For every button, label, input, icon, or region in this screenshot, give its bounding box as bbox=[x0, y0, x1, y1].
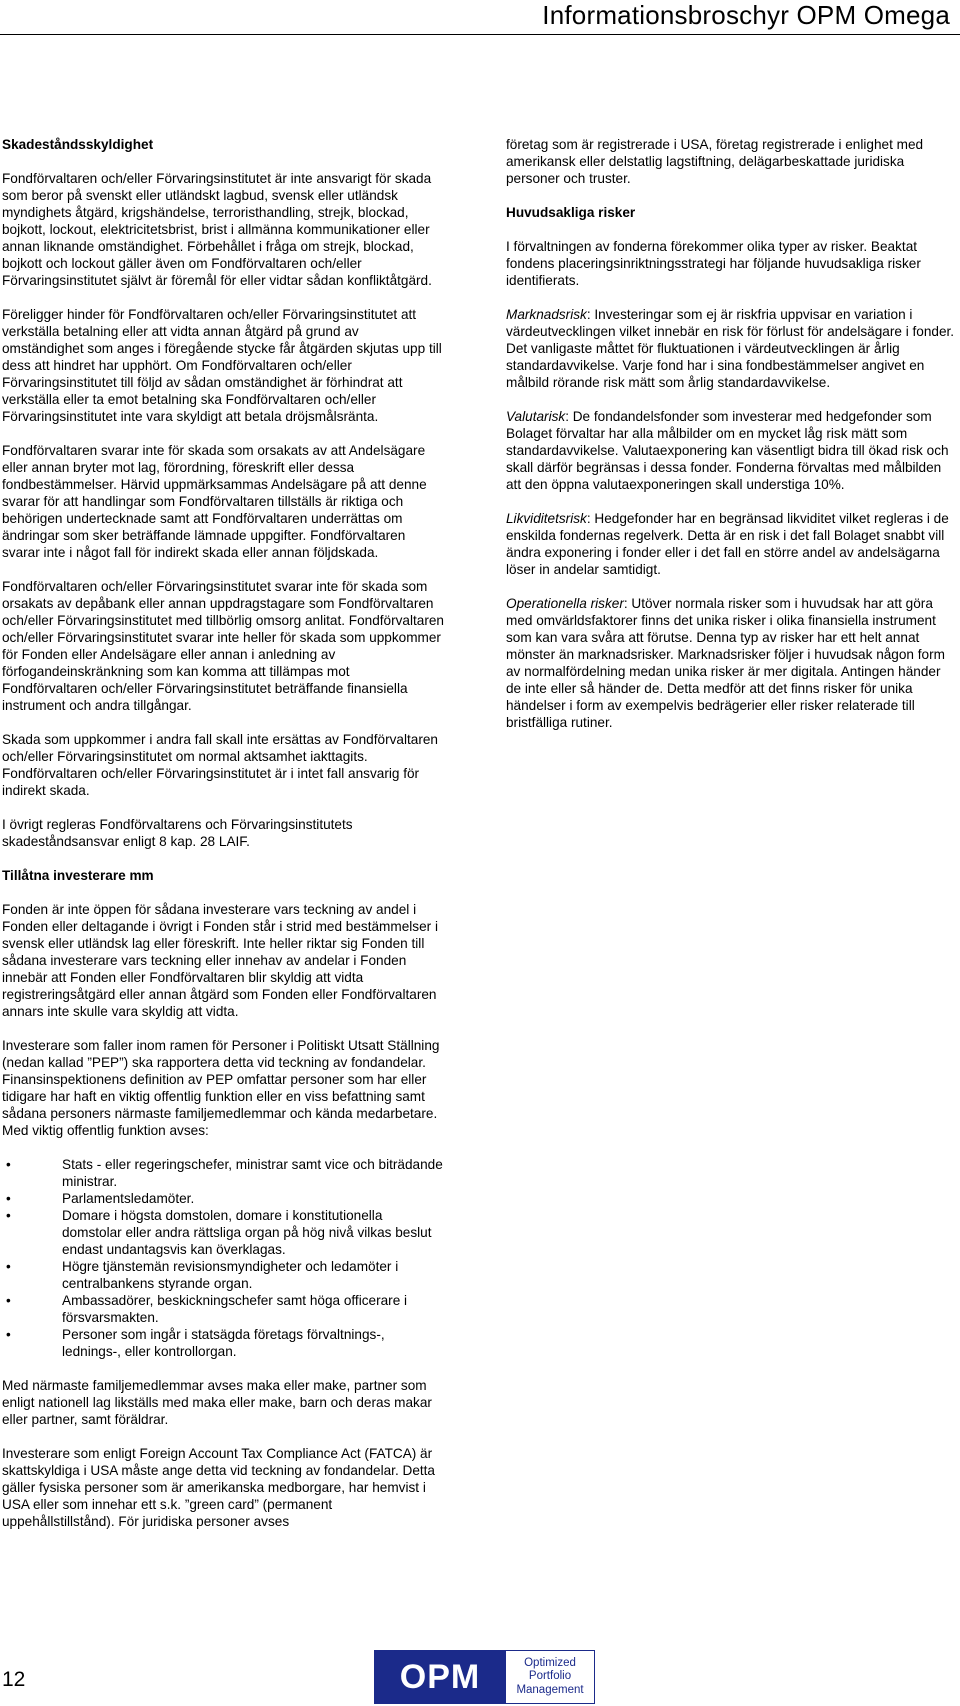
bullet-icon: • bbox=[6, 1157, 11, 1172]
bullet-icon: • bbox=[6, 1293, 11, 1308]
page-number: 12 bbox=[2, 1668, 26, 1691]
logo-wordmark: Optimized Portfolio Management bbox=[506, 1650, 595, 1704]
paragraph: företag som är registrerade i USA, företag registrerade i enlighet med amerikansk eller delstatlig lagstiftning, delägarbeskattade juridiska personer och truster. bbox=[506, 137, 924, 186]
heading-investors: Tillåtna investerare mm bbox=[2, 868, 154, 883]
heading-liability: Skadeståndsskyldighet bbox=[2, 137, 154, 152]
document-title: Informationsbroschyr OPM Omega bbox=[542, 0, 950, 30]
logo-mark: OPM bbox=[374, 1650, 506, 1704]
list-item: • Högre tjänstemän revisionsmyndigheter och ledamöter i centralbankens styrande organ. bbox=[6, 1259, 399, 1291]
opm-logo bbox=[374, 1650, 598, 1704]
bullet-icon: • bbox=[6, 1208, 11, 1223]
list-item: • Parlamentsledamöter. bbox=[6, 1191, 195, 1206]
paragraph: I övrigt regleras Fondförvaltarens och Förvaringsinstitutets skadeståndsansvar enligt 8 kap. 28 LAIF. bbox=[2, 817, 353, 849]
list-item: • Personer som ingår i statsägda företags förvaltnings-, lednings-, eller kontrollorgan. bbox=[6, 1327, 385, 1359]
list-item: • Stats - eller regeringschefer, ministrar samt vice och biträdande ministrar. bbox=[6, 1157, 443, 1189]
risk-term: Likviditetsrisk bbox=[506, 511, 587, 526]
paragraph: Fonden är inte öppen för sådana investerare vars teckning av andel i Fonden eller deltagande i övrigt i Fonden står i strid med bestämmelser i svensk eller utländsk lag eller föreskrift. Inte heller riktar sig Fonden till sådana investerare vars teckning eller innehav av andelar i Fonden innebär att Fonden eller Fondförvaltaren blir skyldig att vidta registreringsåtgärd eller annan åtgärd som Fonden eller Fondförvaltaren annars inte skulle vara skyldig att vidta. bbox=[2, 902, 438, 1019]
paragraph: Investerare som enligt Foreign Account Tax Compliance Act (FATCA) är skattskyldiga i USA måste ange detta vid teckning av fondandelar. Detta gäller fysiska personer som är amerikanska medborgare, har hemvist i USA eller som innehar ett s.k. ”green card” (permanent uppehållstillstånd). För juridiska personer avses bbox=[2, 1446, 435, 1529]
paragraph: Skada som uppkommer i andra fall skall inte ersättas av Fondförvaltaren och/eller Förvaringsinstitutet om normal aktsamhet iakttagits. Fondförvaltaren och/eller Förvaringsinstitutet är i intet fall ansvarig för indirekt skada. bbox=[2, 732, 438, 798]
risk-term: Operationella risker bbox=[506, 596, 624, 611]
risk-term: Valutarisk bbox=[506, 409, 566, 424]
paragraph: Fondförvaltaren och/eller Förvaringsinstitutet är inte ansvarigt för skada som beror på svenskt eller utländskt lagbud, svensk eller utländsk myndighets åtgärd, krigshändelse, terroristhandling, strejk, blockad, bojkott, lockout, elektricitetsbrist, brist i allmänna kommunikationer eller annan liknande omständighet. Förbehållet i fråga om strejk, blockad, bojkott och lockout gäller även om Fondförvaltaren och/eller Förvaringsinstitutet självt är föremål för eller vidtar sådan konfliktåtgärd. bbox=[2, 171, 432, 288]
paragraph: I förvaltningen av fonderna förekommer olika typer av risker. Beaktat fondens placeringsinriktningsstrategi har följande huvudsakliga risker identifierats. bbox=[506, 239, 921, 288]
pep-function-list bbox=[2, 1156, 444, 1360]
heading-risks: Huvudsakliga risker bbox=[506, 205, 636, 220]
risk-operational: Operationella risker: Utöver normala risker som i huvudsak har att göra med omvärldsfaktorer finns det unika risker i olika finansiella instrument som kan vara svåra att förutse. Denna typ av risker har ett helt annat mönster än marknadsrisker. Marknadsrisker följer i huvudsak någon form av normalfördelning medan unika risker är mer digitala. Antingen händer de inte eller så händer de. Detta medför att det finns risker för unika händelser i form av exempelvis bedrägerier eller risker relaterade till bristfälliga rutiner. bbox=[506, 596, 945, 730]
bullet-icon: • bbox=[6, 1327, 11, 1342]
paragraph: Med närmaste familjemedlemmar avses maka eller make, partner som enligt nationell lag likställs med maka eller make, barn och deras makar eller partner, samt föräldrar. bbox=[2, 1378, 432, 1427]
risk-term: Marknadsrisk bbox=[506, 307, 587, 322]
risk-currency: Valutarisk: De fondandelsfonder som investerar med hedgefonder som Bolaget förvaltar har alla målbilder om en mycket låg risk mätt som standardavvikelse. Valutaexponering kan väsentligt bidra till ökad risk och skall därför begränsas i dessa fonder. Fonderna förvaltas med målbilden att den öppna valutaexponeringen skall understiga 10%. bbox=[506, 409, 949, 492]
header-divider bbox=[0, 34, 960, 35]
risk-liquidity: Likviditetsrisk: Hedgefonder har en begränsad likviditet vilket regleras i de enskilda fondernas regelverk. Detta är en risk i det fall Bolaget snabbt vill ändra exponering i fonder eller i det fall en större andel av andelsägarna löser in andelar samtidigt. bbox=[506, 511, 949, 577]
paragraph: Fondförvaltaren svarar inte för skada som orsakats av att Andelsägare eller annan bryter mot lag, förordning, föreskrift eller dessa fondbestämmelser. Härvid uppmärksammas Andelsägare på att denne svarar för att handlingar som Fondförvaltaren tillställs är riktiga och behörigen undertecknade samt att Fondförvaltaren underrättas om ändringar som sker beträffande lämnade uppgifter. Fondförvaltaren svarar inte i något fall för indirekt skada eller annan följdskada. bbox=[2, 443, 427, 560]
list-item: • Domare i högsta domstolen, domare i konstitutionella domstolar eller andra rättsliga organ på hög nivå vilkas beslut endast undantagsvis kan överklagas. bbox=[6, 1208, 432, 1257]
risk-market: Marknadsrisk: Investeringar som ej är riskfria uppvisar en variation i värdeutvecklingen vilket innebär en risk för förlust för andelsägare i fonder. Det vanligaste måttet för fluktuationen i värdeutvecklingen är årlig standardavvikelse. Varje fond har i sina fondbestämmelser angivet en målbild rörande risk mätt som årlig standardavvikelse. bbox=[506, 307, 955, 390]
paragraph: Föreligger hinder för Fondförvaltaren och/eller Förvaringsinstitutet att verkställa betalning eller att vidta annan åtgärd på grund av omständighet som anges i föregående stycke får åtgärden skjutas upp till dess att hindret har upphört. Om Fondförvaltaren och/eller Förvaringsinstitutet till följd av sådan omständighet är förhindrat att verkställa eller ta emot betalning ska Fondförvaltaren och/eller Förvaringsinstitutet inte vara skyldigt att betala dröjsmålsränta. bbox=[2, 307, 442, 424]
bullet-icon: • bbox=[6, 1191, 11, 1206]
left-column bbox=[2, 136, 444, 1547]
bullet-icon: • bbox=[6, 1259, 11, 1274]
right-column bbox=[506, 136, 958, 748]
paragraph: Fondförvaltaren och/eller Förvaringsinstitutet svarar inte för skada som orsakats av depåbank eller annan uppdragstagare som Fondförvaltaren och/eller Förvaringsinstitutet med tillbörlig omsorg anlitat. Fondförvaltaren och/eller Förvaringsinstitutet svarar inte heller för skada som uppkommer för Fonden eller Andelsägare eller annan i anledning av förfogandeinskränkning som kan komma att tillämpas mot Fondförvaltaren och/eller Förvaringsinstitutet beträffande finansiella instrument och andra tillgångar. bbox=[2, 579, 444, 713]
paragraph: Investerare som faller inom ramen för Personer i Politiskt Utsatt Ställning (nedan kallad ”PEP”) ska rapportera detta vid teckning av fondandelar. Finansinspektionens definition av PEP omfattar personer som har eller tidigare har haft en viktig offentlig funktion eller en viss befattning samt sådana personers närmaste familjemedlemmar och kända medarbetare. Med viktig offentlig funktion avses: bbox=[2, 1038, 440, 1138]
list-item: • Ambassadörer, beskickningschefer samt höga officerare i försvarsmakten. bbox=[6, 1293, 408, 1325]
